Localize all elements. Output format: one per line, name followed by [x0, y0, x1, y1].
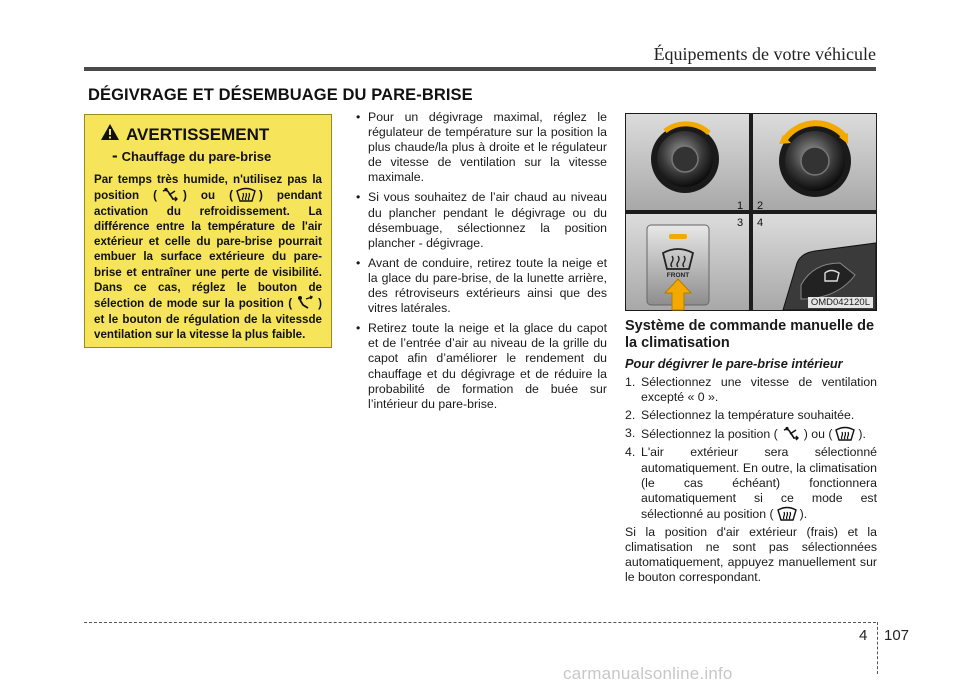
warning-triangle-icon: [100, 123, 120, 146]
warning-header: [94, 123, 322, 146]
warning-dash: -: [112, 146, 118, 165]
bullet-item: • Pour un dégivrage maximal, réglez le régulateur de température sur la position la plus chaude/la plus à droite et le régulateur de vitesse de ventilation sur la vitesse maximale.: [355, 110, 607, 185]
figure-label-1: 1: [737, 200, 744, 212]
section-title: DÉGIVRAGE ET DÉSEMBUAGE DU PARE-BRISE: [88, 86, 473, 104]
figure-caption: OMD042120L: [808, 297, 873, 308]
bullet-item: • Retirez toute la neige et la glace du capot et de l’entrée d’air au niveau de la grille du capot afin d’améliorer le rendement du chauffage et du dégivrage et de réduire la probabilité de formation de buée sur l’intérieur du pare-brise.: [355, 321, 607, 412]
floor-defrost-icon: [780, 426, 802, 442]
manual-system-subtitle: Pour dégivrer le pare-brise intérieur: [625, 356, 843, 371]
warning-text-1: Par temps très humide, n'utilisez pas la position (: [94, 173, 322, 203]
warning-subtitle: [112, 146, 322, 166]
bullet-item: • Avant de conduire, retirez toute la neige et la glace du pare-brise, de la lunette arrière, des rétroviseurs extérieurs ainsi que des vitres latérales.: [355, 256, 607, 316]
step-item: [625, 445, 877, 521]
header-title: Équipements de votre véhicule: [653, 44, 876, 64]
step-text: ).: [858, 427, 866, 442]
warning-text-3: ) pendant activation du refroidissement. La différence entre la température de l'air extérieur et celle du pare-brise pourrait embuer la surface extérieure du pare-brise et entraîner une perte de visibilité. Dans ce cas, réglez le bouton de sélection de mode sur la position (: [94, 189, 322, 311]
climate-control-figure: [625, 113, 877, 311]
floor-defrost-icon: [159, 187, 181, 203]
chapter-number: 4: [859, 627, 868, 644]
defrost-icon: [776, 506, 798, 522]
header-rule: [84, 67, 876, 71]
step-number: 1.: [625, 375, 636, 390]
warning-text-4: ) et le bouton de régulation de la vitessde ventilation sur la vitesse la plus faible.: [94, 297, 322, 341]
step-text: Sélectionnez la température souhaitée.: [641, 408, 855, 423]
indicator-light: [669, 234, 687, 239]
manual-climate-section: [625, 318, 877, 585]
step-text: ) ou (: [803, 427, 833, 442]
step-text: Sélectionnez une vitesse de ventilation excepté « 0 ».: [641, 375, 877, 405]
step-item: [625, 408, 877, 423]
footer-rule: [84, 622, 876, 623]
manual-system-note: Si la position d'air extérieur (frais) et la climatisation ne sont pas sélectionnées automatiquement, appuyez manuellement sur le bouton correspondant.: [625, 524, 877, 585]
watermark: carmanualsonline.info: [563, 664, 733, 683]
defrost-icon: [235, 187, 257, 203]
page-number: 107: [884, 627, 910, 644]
warning-body: [94, 172, 322, 342]
bullet-item: • Si vous souhaitez de l’air chaud au niveau du plancher pendant le dégivrage ou du désembuage, sélectionnez la position plancher - dégivrage.: [355, 190, 607, 250]
figure-label-4: 4: [757, 217, 764, 229]
step-number: 3.: [625, 426, 636, 441]
front-label: FRONT: [666, 272, 690, 279]
footer-divider: [877, 622, 878, 674]
step-item: [625, 375, 877, 405]
step-item: [625, 426, 877, 442]
step-number: 4.: [625, 445, 636, 460]
step-text: Sélectionnez la position (: [641, 427, 778, 442]
warning-box: [84, 114, 332, 348]
face-mode-icon: [294, 295, 316, 311]
step-number: 2.: [625, 408, 636, 423]
step-text: ).: [799, 506, 808, 521]
defrost-icon: [834, 426, 856, 442]
manual-system-title: Système de commande manuelle de la climatisation: [625, 318, 875, 351]
figure-label-3: 3: [737, 217, 744, 229]
defrost-tips: [355, 110, 607, 417]
step-text: L'air extérieur sera sélectionné automatiquement. En outre, la climatisation (le cas échéant) fonctionnera automatiquement si ce mode est sélectionné au position (: [641, 445, 877, 521]
warning-title: AVERTISSEMENT: [126, 124, 270, 144]
figure-label-2: 2: [757, 200, 764, 212]
warning-subtitle-text: Chauffage du pare-brise: [121, 149, 272, 164]
warning-text-2: ) ou (: [183, 189, 233, 203]
